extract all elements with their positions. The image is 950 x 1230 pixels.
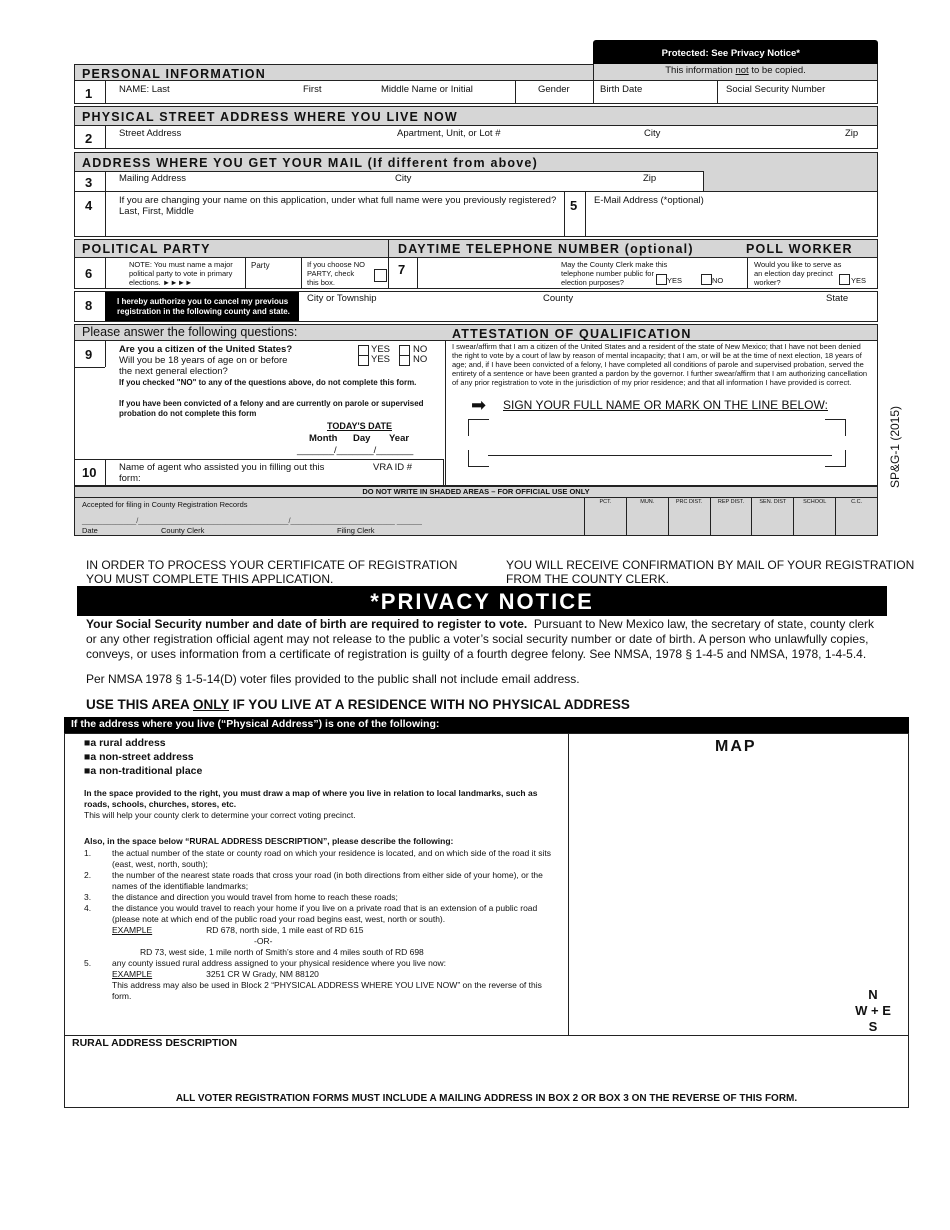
rural-use-heading: USE THIS AREA ONLY IF YOU LIVE AT A RESIDENCE WITH NO PHYSICAL ADDRESS — [86, 697, 630, 712]
physical-heading: PHYSICAL STREET ADDRESS WHERE YOU LIVE NOW — [82, 110, 458, 124]
signature-field[interactable] — [468, 415, 846, 467]
gender-field[interactable]: Gender — [538, 84, 570, 95]
rural-item-2: the number of the nearest state roads that cross your road (in both directions from either side of your home), or the names of the identifiable landmarks; — [112, 870, 543, 891]
mail-heading: ADDRESS WHERE YOU GET YOUR MAIL (If different from above) — [82, 156, 538, 170]
official-col-pct: PCT. — [584, 497, 626, 535]
rural-bar-text: If the address where you live (“Physical Address”) is one of the following: — [71, 718, 440, 730]
age-question: Will you be 18 years of age on or before the next general election? — [119, 355, 288, 377]
party-heading-bar — [74, 239, 878, 258]
party-heading: POLITICAL PARTY — [82, 242, 211, 256]
field-number-8: 8 — [85, 298, 93, 313]
questions-heading: Please answer the following questions: — [82, 325, 298, 339]
rural-type-2: ■a non-street address — [84, 751, 194, 763]
copy-note: This information not to be copied. — [593, 64, 878, 80]
field-number-6: 6 — [85, 266, 93, 281]
cancel-county-field[interactable]: County — [543, 293, 574, 304]
poll-worker-yes-label: YES — [851, 276, 867, 285]
map-drawing-area[interactable] — [569, 762, 909, 984]
phone-public-yes-checkbox[interactable] — [656, 274, 667, 285]
physical-zip-field[interactable]: Zip — [845, 128, 859, 139]
official-banner: DO NOT WRITE IN SHADED AREAS – FOR OFFICIAL USE ONLY — [75, 487, 877, 498]
phone-field[interactable] — [421, 260, 551, 286]
field-number-5: 5 — [570, 198, 578, 213]
official-columns — [584, 497, 877, 535]
draw-instruction: In the space provided to the right, you must draw a map of where you live in relation to local landmarks, such as roads, schools, churches, stores, etc. This will help your county clerk to determine your correct voting precinct. — [84, 788, 538, 820]
rural-description-label: RURAL ADDRESS DESCRIPTION — [72, 1037, 238, 1049]
compass-north: N — [868, 987, 878, 1002]
mailing-requirement: ALL VOTER REGISTRATION FORMS MUST INCLUDE A MAILING ADDRESS IN BOX 2 OR BOX 3 ON THE REVERSE OF THIS FORM. — [175, 1093, 798, 1104]
example-or: -OR- — [254, 936, 273, 946]
personal-heading-bar — [74, 64, 594, 81]
phone-public-no-label: NO — [712, 276, 724, 285]
rural-bar — [64, 717, 909, 733]
prev-name-question: If you are changing your name on this application, under what full name were you previously registered? — [119, 195, 557, 206]
apt-field[interactable]: Apartment, Unit, or Lot # — [397, 128, 501, 139]
official-use-area — [74, 486, 878, 536]
official-col-sen-dist: SEN. DIST — [751, 497, 793, 535]
field-number-7: 7 — [398, 262, 406, 277]
party-note: NOTE: You must name a major political party to vote in primary elections. ►►►► — [129, 260, 233, 287]
questions-bar — [74, 324, 878, 341]
rural-types — [84, 736, 202, 778]
agent-name-field[interactable]: Name of agent who assisted you in filling out this form: — [119, 462, 325, 484]
row-4 — [74, 191, 878, 237]
street-address-field[interactable]: Street Address — [119, 128, 182, 139]
arrow-icon: ➡ — [471, 395, 487, 415]
official-col-school: SCHOOL — [793, 497, 835, 535]
field-number-2: 2 — [85, 131, 93, 146]
sign-instruction: SIGN YOUR FULL NAME OR MARK ON THE LINE BELOW: — [503, 398, 828, 412]
process-right-line1: YOU WILL RECEIVE CONFIRMATION BY MAIL OF YOUR REGISTRATION — [506, 558, 915, 572]
example-2: RD 73, west side, 1 mile north of Smith’s store and 4 miles south of RD 698 — [140, 947, 424, 957]
phone-public-no-checkbox[interactable] — [701, 274, 712, 285]
prev-name-field[interactable]: Last, First, Middle — [119, 206, 194, 217]
cancel-state-field[interactable]: State — [826, 293, 849, 304]
month-label: Month — [309, 433, 338, 444]
last-name-field[interactable]: NAME: Last — [119, 84, 170, 95]
citizen-question: Are you a citizen of the United States? — [119, 344, 293, 355]
age-no-label: NO — [413, 354, 428, 365]
process-right — [506, 558, 914, 586]
county-clerk-label: County Clerk — [161, 526, 205, 535]
mailing-address-field[interactable]: Mailing Address — [119, 173, 187, 184]
process-right-line2: FROM THE COUNTY CLERK. — [506, 572, 669, 586]
mail-shaded — [704, 171, 878, 192]
email-field[interactable]: E-Mail Address (*optional) — [594, 195, 704, 206]
filing-line: _____________/____________________________________/_________________________ ______ — [82, 516, 422, 525]
field-number-10: 10 — [82, 465, 97, 480]
ssn-field[interactable]: Social Security Number — [726, 84, 826, 95]
vra-id-field[interactable]: VRA ID # — [373, 462, 413, 473]
attestation-text: I swear/affirm that I am a citizen of the United States and a resident of the state of New Mexico; that I have not been denied the right to vote by a court of law by reason of mental incapacity; that I am, or will be at the time of next election, 18 years of age; and, if I have been convicted of a felony, I have completed all conditions of parole and supervised probation, served the entirety of a sentence or have been granted a pardon by the governor. I further swear/affirm that I am authorizing cancellation of any prior registration to vote in the jurisdiction of my prior residence; and that all information I have provided is correct. — [452, 342, 868, 387]
form-code: SP&G-1 (2015) — [888, 405, 902, 489]
rural-items: 1. the actual number of the state or county road on which your residence is located, and on which side of the road it sits (east, west, north, south); 2. the number of the nearest state roads that cross your road (in both directions from either side of your home), or the names of the identifiable landmarks; 3. the distance and direction you would travel from home to reach these roads; 4. the distance you would travel to reach your home if you live on a private road that is an extension of a public road (please note at which end of the public road your road begins east, west, north or south). EXAMPLE RD 678, north side, 1 mile east of RD 615 -OR- RD 73, west side, 1 mile north of Smith’s store and 4 miles south of RD 698 5. any county issued rural address assigned to your physical residence where you live now: EXAMPLE 3251 CR W Grady, NM 88120 This address may also be used in Block 2 “PHYSICAL ADDRESS WHERE YOU LIVE NOW” on the reverse of this form. — [84, 848, 559, 1002]
mail-heading-bar — [74, 152, 878, 172]
privacy-badge — [593, 40, 878, 64]
age-yes-checkbox[interactable] — [358, 355, 369, 366]
clerk-public-question: May the County Clerk make this telephone number public for election purposes? — [561, 260, 668, 287]
cancel-city-field[interactable]: City or Township — [307, 293, 377, 304]
row-1 — [74, 80, 878, 104]
row-6 — [74, 257, 878, 289]
rural-type-1: ■a rural address — [84, 737, 166, 749]
process-left-line2: YOU MUST COMPLETE THIS APPLICATION. — [86, 572, 334, 586]
age-yes-label: YES — [371, 354, 391, 365]
rural-item-3: the distance and direction you would travel from home to reach these roads; — [112, 892, 398, 902]
official-col-mun: MUN. — [626, 497, 668, 535]
mail-city-field[interactable]: City — [395, 173, 412, 184]
birth-date-field[interactable]: Birth Date — [600, 84, 643, 95]
example-1: RD 678, north side, 1 mile east of RD 615 — [206, 925, 364, 935]
privacy-notice-bar — [77, 586, 887, 616]
felony-warning: If you have been convicted of a felony and are currently on parole or supervised probation do not complete this form — [119, 399, 424, 418]
field-number-4: 4 — [85, 198, 93, 213]
example-label: EXAMPLE — [112, 925, 153, 935]
no-warning: If you checked "NO" to any of the questions above, do not complete this form. — [119, 378, 417, 387]
field-number-1: 1 — [85, 86, 93, 101]
compass-south: S — [868, 1019, 878, 1034]
middle-name-field[interactable]: Middle Name or Initial — [381, 84, 473, 95]
privacy-text: Pursuant to New Mexico law, the secretary of state, county clerk or any other registration official agent may not release to the public a voter’s social security number or date of birth. A person who unlawfully copies, conveys, or uses information from a certificate of registration is guilty of a fourth degree felony. See NMSA, 1978 § 1-4-5 and NMSA, 1978, 1-4-5.4. — [86, 617, 875, 661]
phone-public-yes-label: YES — [667, 276, 683, 285]
row-8 — [74, 291, 878, 322]
cancel-authorization: I hereby authorize you to cancel my previous registration in the following county and state. — [105, 292, 299, 321]
privacy-body — [86, 617, 886, 662]
email-privacy-note: Per NMSA 1978 § 1-5-14(D) voter files provided to the public shall not include email address. — [86, 672, 580, 686]
rural-item-4: the distance you would travel to reach your home if you live on a private road that is an extension of a public road (please note at which end of the public road your road begins east, west, north or south). — [112, 903, 538, 924]
process-left-line1: IN ORDER TO PROCESS YOUR CERTIFICATE OF REGISTRATION — [86, 558, 458, 572]
no-party-checkbox[interactable] — [374, 269, 387, 282]
date-label: Date — [82, 526, 98, 535]
physical-city-field[interactable]: City — [644, 128, 661, 139]
privacy-badge-title: Protected: See Privacy Notice* — [661, 48, 800, 59]
citizen-yes-label: YES — [371, 344, 391, 355]
poll-worker-question: Would you like to serve as an election day precinct worker? — [754, 260, 842, 287]
physical-heading-bar — [74, 106, 878, 126]
rural-description-field[interactable] — [72, 1052, 902, 1088]
poll-worker-yes-checkbox[interactable] — [839, 274, 850, 285]
todays-date-label: TODAY'S DATE — [327, 421, 392, 431]
day-label: Day — [353, 433, 371, 444]
compass-rose — [843, 987, 903, 1035]
citizen-no-label: NO — [413, 344, 428, 355]
map-label: MAP — [715, 738, 757, 755]
mail-zip-field[interactable]: Zip — [643, 173, 657, 184]
accepted-label: Accepted for filing in County Registration Records — [82, 500, 248, 509]
attest-heading: ATTESTATION OF QUALIFICATION — [452, 327, 692, 341]
phone-heading: DAYTIME TELEPHONE NUMBER (optional) — [398, 242, 694, 256]
first-name-field[interactable]: First — [303, 84, 322, 95]
example-3: 3251 CR W Grady, NM 88120 — [206, 969, 319, 979]
field-number-9: 9 — [85, 347, 93, 362]
privacy-bold: Your Social Security number and date of birth are required to register to vote. — [86, 617, 528, 631]
process-left — [86, 558, 457, 586]
privacy-notice-title: *PRIVACY NOTICE — [370, 589, 594, 614]
field-number-3: 3 — [85, 175, 93, 190]
official-col-rep-dist: REP DIST. — [710, 497, 752, 535]
row-3 — [74, 171, 704, 192]
year-label: Year — [389, 433, 410, 444]
no-party-label: If you choose NO PARTY, check this box. — [307, 260, 365, 287]
block-note: This address may also be used in Block 2 “PHYSICAL ADDRESS WHERE YOU LIVE NOW” on the reverse of this form. — [112, 980, 542, 1001]
poll-heading: POLL WORKER — [746, 242, 853, 256]
official-col-prc-dist: PRC DIST. — [668, 497, 710, 535]
filing-clerk-label: Filing Clerk — [337, 526, 375, 535]
personal-heading: PERSONAL INFORMATION — [82, 67, 266, 81]
row-10 — [74, 459, 444, 486]
rural-item-5: any county issued rural address assigned to your physical residence where you live now: — [112, 958, 447, 968]
rural-box — [64, 733, 909, 1108]
official-col-c-c: C.C. — [835, 497, 877, 535]
date-field[interactable]: _______/_______/_______ — [297, 445, 414, 456]
also-instruction: Also, in the space below “RURAL ADDRESS DESCRIPTION”, please describe the following: — [84, 836, 454, 846]
party-field[interactable]: Party — [251, 261, 270, 270]
compass-west-east: W + E — [855, 1003, 891, 1018]
row-2 — [74, 125, 878, 149]
rural-item-1: the actual number of the state or county road on which your residence is located, and on which side of the road it sits (east, west, north, south); — [112, 848, 551, 869]
age-no-checkbox[interactable] — [399, 355, 410, 366]
rural-type-3: ■a non-traditional place — [84, 765, 203, 777]
